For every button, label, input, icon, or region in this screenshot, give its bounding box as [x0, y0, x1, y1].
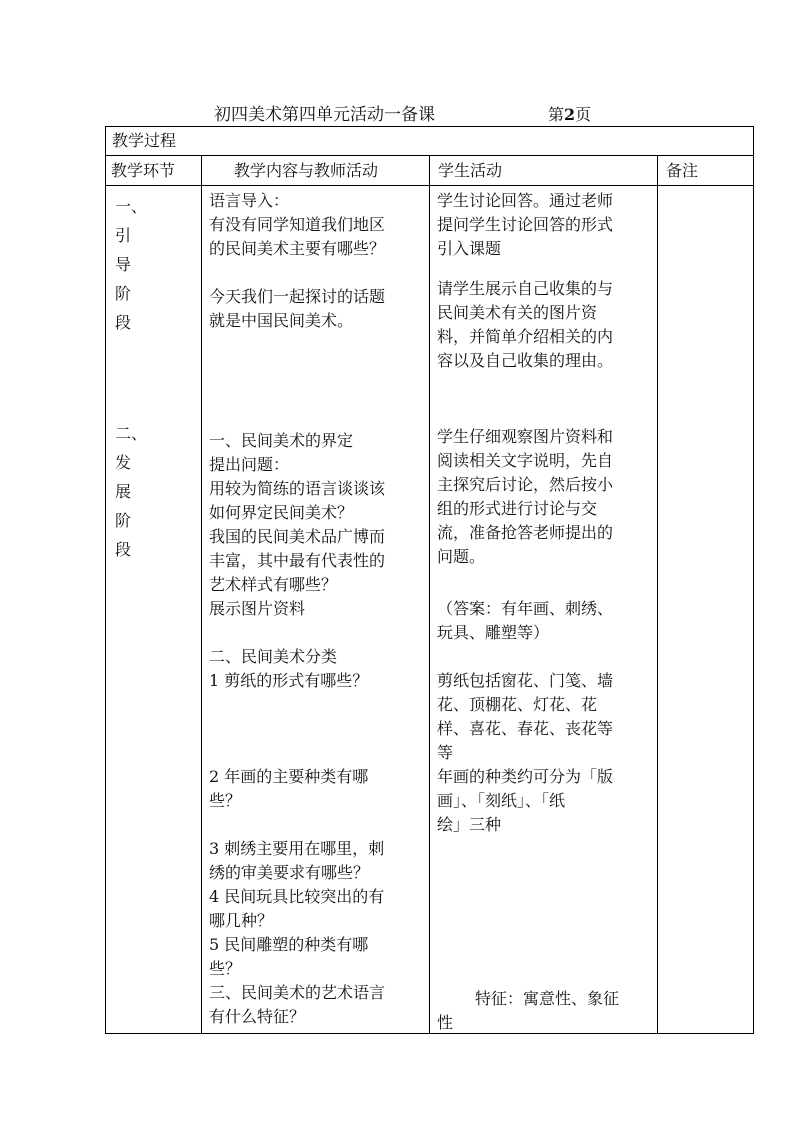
section-label: 教学过程 [112, 131, 177, 150]
column-header-notes: 备注 [666, 161, 699, 180]
intro-question: 有没有同学知道我们地区 的民间美术主要有哪些？ [209, 215, 386, 258]
column-header-student: 学生活动 [438, 161, 503, 180]
section-3-question: 三、民间美术的艺术语言 有什么特征？ [209, 983, 386, 1026]
section-1-question-2: 我国的民间美术品广博而 丰富，其中最有代表性的 艺术样式有哪些？ [209, 527, 386, 594]
lesson-title: 初四美术第四单元活动一备课 [214, 105, 435, 125]
question-embroidery: 3 刺绣主要用在哪里，刺 绣的审美要求有哪些？ [209, 839, 385, 882]
student-activity-3: 学生仔细观察图片资料和 阅读相关文字说明，先自 主探究后讨论，然后按小 组的形式进行讨论与交 流，准备抢答老师提出的 问题。 [437, 427, 614, 566]
page-number-label: 第2页 [548, 105, 592, 124]
section-1-heading: 一、民间美术的界定 [209, 431, 354, 450]
section-2-heading: 二、民间美术分类 [209, 647, 338, 666]
stage-2-label: 二、 发 展 阶 段 [115, 424, 148, 559]
question-new-year-pictures: 2 年画的主要种类有哪 些？ [209, 767, 369, 810]
section-1-question-1: 用较为简练的语言谈谈该 如何界定民间美术？ [209, 479, 386, 522]
intro-heading: 语言导入： [209, 191, 290, 210]
question-folk-toys: 4 民间玩具比较突出的有 哪几种？ [209, 887, 385, 930]
section-1-show-images: 展示图片资料 [209, 599, 306, 618]
question-folk-sculpture: 5 民间雕塑的种类有哪 些？ [209, 935, 369, 978]
intro-topic: 今天我们一起探讨的话题 就是中国民间美术。 [209, 287, 386, 330]
column-header-stage: 教学环节 [111, 161, 176, 180]
section-1-ask: 提出问题： [209, 455, 290, 474]
student-papercut-answer: 剪纸包括窗花、门笺、墙 花、顶棚花、灯花、花 样、喜花、春花、丧花等 等 [437, 671, 614, 762]
student-answer-note: （答案：有年画、刺绣、 玩具、雕塑等） [437, 599, 614, 642]
column-header-content: 教学内容与教师活动 [234, 161, 379, 180]
student-activity-2: 请学生展示自己收集的与 民间美术有关的图片资 料，并简单介绍相关的内 容以及自己收集的理由。 [437, 279, 614, 370]
student-features-answer: 特征：寓意性、象征 [475, 989, 620, 1008]
student-activity-1: 学生讨论回答。通过老师 提问学生讨论回答的形式 引入课题 [437, 191, 614, 258]
stage-1-label: 一、 引 导 阶 段 [115, 197, 148, 332]
student-new-year-answer: 年画的种类约可分为「版 画」、「刻纸」、「纸 绘」三种 [437, 767, 614, 834]
student-features-answer-cont: 性 [437, 1013, 454, 1032]
question-papercut: 1 剪纸的形式有哪些？ [209, 671, 369, 690]
